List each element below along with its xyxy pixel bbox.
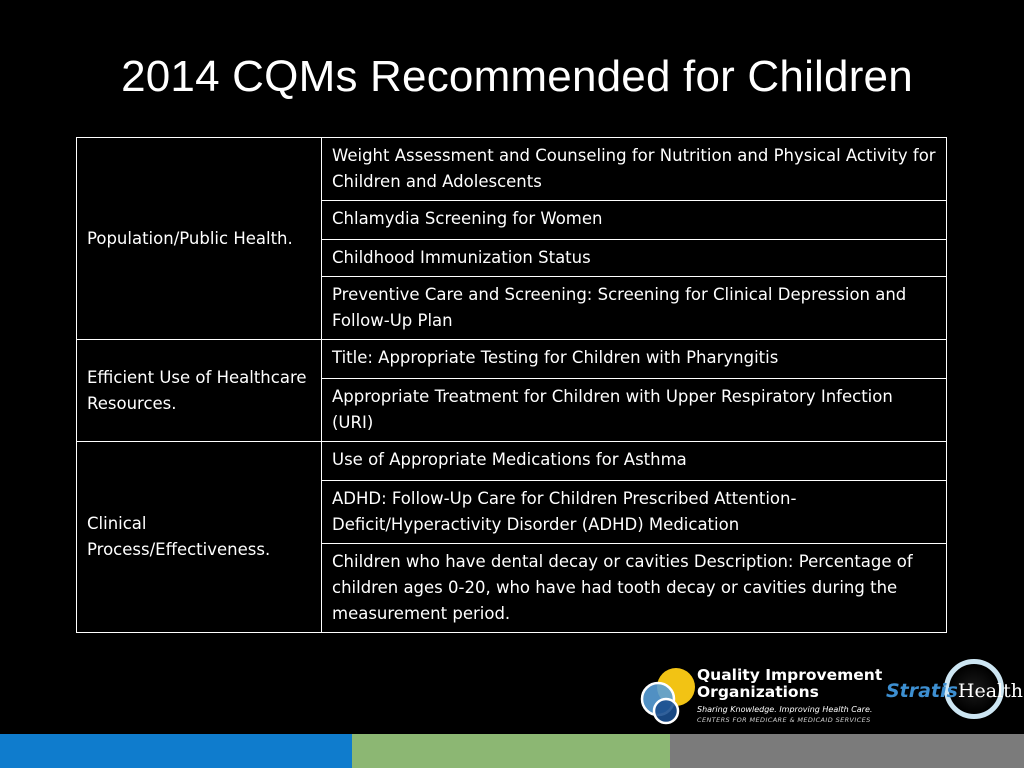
cqm-table: [76, 137, 947, 633]
table-row: [77, 138, 947, 201]
qio-tagline: Sharing Knowledge. Improving Health Care.: [697, 705, 873, 714]
qio-circles-icon: [636, 665, 700, 727]
health-word: Health: [957, 680, 1023, 702]
stratis-wordmark: [886, 681, 1023, 701]
qio-title-line2: Organizations: [697, 683, 819, 701]
footer-bar-gray: [670, 734, 1024, 768]
measure-cell: Title: Appropriate Testing for Children with Pharyngitis: [322, 340, 947, 379]
table-row: [77, 442, 947, 481]
measure-cell: Chlamydia Screening for Women: [322, 201, 947, 240]
qio-logo: [636, 665, 883, 727]
stratis-health-logo: [884, 659, 1023, 727]
measure-cell: Use of Appropriate Medications for Asthma: [322, 442, 947, 481]
footer-bar-green: [352, 734, 670, 768]
category-cell-clinical-process: Clinical Process/Effectiveness.: [77, 442, 322, 633]
measure-cell: Appropriate Treatment for Children with Upper Respiratory Infection (URI): [322, 379, 947, 442]
category-cell-population-health: Population/Public Health.: [77, 138, 322, 340]
measure-cell: ADHD: Follow-Up Care for Children Prescribed Attention-Deficit/Hyperactivity Disorder (ADHD) Medication: [322, 481, 947, 544]
table-row: [77, 340, 947, 379]
qio-cms-line: CENTERS FOR MEDICARE & MEDICAID SERVICES: [697, 716, 871, 724]
measure-cell: Childhood Immunization Status: [322, 240, 947, 277]
stratis-word: Stratis: [886, 680, 958, 702]
measure-cell: Children who have dental decay or cavities Description: Percentage of children ages 0-20, who have had tooth decay or cavities during the measurement period.: [322, 544, 947, 633]
footer-bar-blue: [0, 734, 352, 768]
qio-title-line1: Quality Improvement: [697, 666, 883, 684]
qio-text-block: [697, 667, 882, 725]
qio-navy-circle: [654, 699, 678, 723]
measure-cell: Preventive Care and Screening: Screening for Clinical Depression and Follow-Up Plan: [322, 277, 947, 340]
measure-cell: Weight Assessment and Counseling for Nutrition and Physical Activity for Children and Adolescents: [322, 138, 947, 201]
category-cell-efficient-use: Efficient Use of Healthcare Resources.: [77, 340, 322, 442]
slide-title: 2014 CQMs Recommended for Children: [121, 52, 913, 101]
